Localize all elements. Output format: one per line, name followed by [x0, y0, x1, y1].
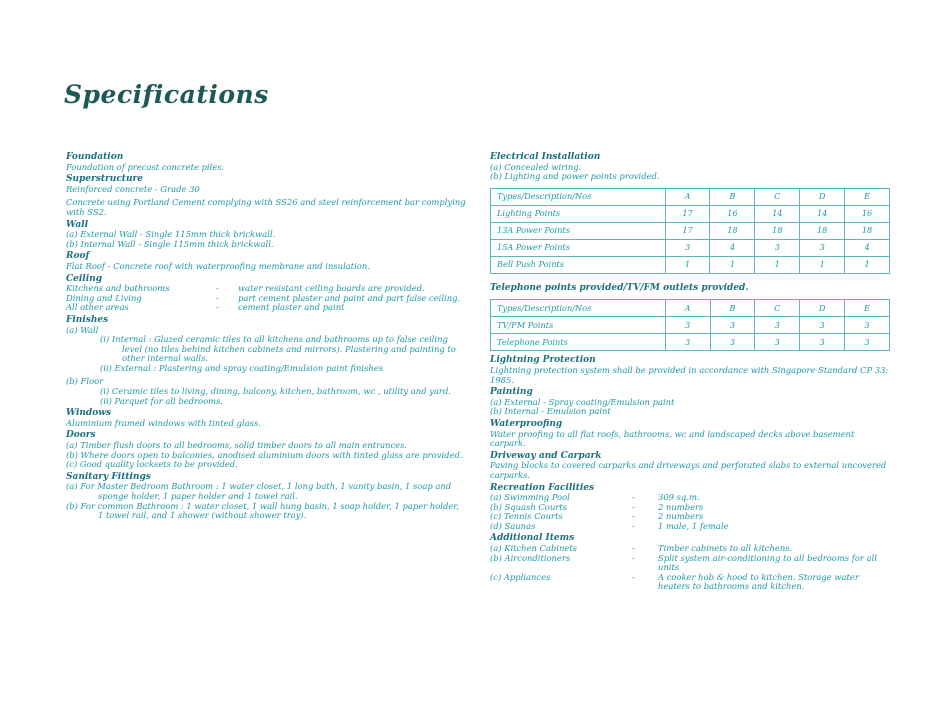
foundation-text: Foundation of precast concrete piles. — [66, 161, 225, 172]
table-header-cell: A — [665, 188, 710, 205]
windows-heading: Windows — [66, 408, 112, 419]
additional-item: (a) Kitchen Cabinets — [490, 543, 578, 554]
additional-row — [490, 573, 890, 592]
recreation-item: (c) Tennis Courts — [490, 511, 563, 522]
table-cell: Lighting Points — [491, 205, 666, 222]
foundation-heading: Foundation — [66, 152, 124, 162]
table-cell: 3 — [755, 317, 800, 334]
left-column — [66, 150, 466, 521]
table-header-cell: D — [800, 300, 845, 317]
table-row — [491, 205, 890, 222]
table-cell: 17 — [665, 205, 710, 222]
table-header-cell: E — [845, 188, 890, 205]
table-cell: 3 — [665, 317, 710, 334]
driveway-heading: Driveway and Carpark — [490, 450, 602, 461]
roof-text: Flat Roof - Concrete roof with waterproofing membrane and insulation. — [66, 260, 370, 271]
table-cell: 15A Power Points — [491, 239, 666, 256]
recreation-desc: 1 male, 1 female — [658, 520, 729, 531]
ceiling-desc: part cement plaster and paint and part false ceiling. — [238, 292, 461, 303]
recreation-dash: - — [632, 511, 635, 522]
painting-item: (a) External - Spray coating/Emulsion paint — [490, 396, 675, 407]
table-header-row — [491, 300, 890, 317]
table-cell: 3 — [800, 334, 845, 351]
table-cell: 3 — [845, 334, 890, 351]
table-cell: 3 — [800, 317, 845, 334]
finishes-wall-item: (i) Internal : Glazed ceramic tiles to all kitchens and bathrooms up to false ceiling level (no tiles behind kitchen cabinets and mirrors). Plastering and painting to other internal walls. — [100, 334, 456, 364]
waterproofing-heading: Waterproofing — [490, 418, 563, 429]
electrical-table — [490, 188, 890, 274]
ceiling-area: All other areas — [66, 302, 129, 313]
finishes-wall-item: (ii) External : Plastering and spray coating/Emulsion paint finishes — [100, 362, 384, 373]
table-header-cell: B — [710, 300, 755, 317]
table-header-cell: C — [755, 300, 800, 317]
superstructure-line1: Reinforced concrete - Grade 30 — [66, 183, 200, 194]
table-cell: 3 — [845, 317, 890, 334]
table-cell: Bell Push Points — [491, 256, 666, 273]
table-cell: 1 — [755, 256, 800, 273]
ceiling-area: Kitchens and bathrooms — [66, 283, 170, 294]
table-row — [491, 317, 890, 334]
additional-desc: A cooker hob & hood to kitchen. Storage water heaters to bathrooms and kitchen. — [658, 571, 859, 592]
table-cell: Telephone Points — [491, 334, 666, 351]
recreation-desc: 2 numbers — [658, 501, 704, 512]
table-header-cell: B — [710, 188, 755, 205]
page-title: Specifications — [64, 80, 269, 109]
doors-heading: Doors — [66, 430, 96, 441]
additional-item: (b) Airconditioners — [490, 552, 571, 563]
table-header-cell: C — [755, 188, 800, 205]
driveway-text: Paving blocks to covered carparks and driveways and perforated slabs to external uncovered carparks. — [490, 460, 887, 480]
electrical-item: (b) Lighting and power points provided. — [490, 171, 660, 182]
additional-desc: Timber cabinets to all kitchens. — [658, 543, 793, 554]
ceiling-dash: - — [216, 292, 219, 303]
additional-desc: Split system air-conditioning to all bedrooms for all units — [658, 552, 877, 573]
table-cell: 1 — [665, 256, 710, 273]
finishes-floor-item: (ii) Parquet for all bedrooms. — [100, 395, 224, 406]
table-cell: 4 — [710, 239, 755, 256]
telephone-table — [490, 299, 890, 351]
sanitary-item: (a) For Master Bedroom Bathroom : 1 water closet, 1 long bath, 1 vanity basin, 1 soap and sponge holder, 1 paper holder and 1 towel rail. — [66, 481, 452, 501]
ceiling-desc: cement plaster and paint — [238, 302, 345, 313]
recreation-row — [490, 522, 890, 532]
doors-item: (b) Where doors open to balconies, anodised aluminium doors with tinted glass are provided. — [66, 449, 463, 460]
wall-heading: Wall — [66, 219, 88, 230]
painting-heading: Painting — [490, 387, 533, 398]
table-header-cell: D — [800, 188, 845, 205]
table-header-cell: Types/Description/Nos — [491, 188, 666, 205]
recreation-desc: 2 numbers — [658, 511, 704, 522]
wall-item: (b) Internal Wall - Single 115mm thick brickwall. — [66, 238, 274, 249]
additional-dash: - — [632, 543, 635, 554]
superstructure-line2: Concrete using Portland Cement complying with SS26 and steel reinforcement bar complying with SS2. — [66, 197, 466, 217]
finishes-floor-label: (b) Floor — [66, 376, 104, 387]
table-cell: 1 — [845, 256, 890, 273]
right-column — [490, 150, 890, 592]
table-row — [491, 239, 890, 256]
ceiling-dash: - — [216, 302, 219, 313]
sanitary-item: (b) For common Bathroom : 1 water closet, 1 wall hung basin, 1 soap holder, 1 paper holder, 1 towel rail, and 1 shower (without shower tray). — [66, 500, 460, 521]
table-cell: 16 — [710, 205, 755, 222]
electrical-item: (a) Concealed wiring. — [490, 161, 582, 172]
roof-heading: Roof — [66, 251, 90, 262]
additional-item: (c) Appliances — [490, 571, 551, 582]
lightning-heading: Lightning Protection — [490, 355, 596, 366]
table-cell: 3 — [665, 239, 710, 256]
wall-item: (a) External Wall - Single 115mm thick brickwall. — [66, 229, 276, 240]
ceiling-desc: water resistant ceiling boards are provided. — [238, 283, 425, 294]
ceiling-dash: - — [216, 283, 219, 294]
doors-item: (a) Timber flush doors to all bedrooms, solid timber doors to all main entrances. — [66, 440, 408, 451]
table-cell: 17 — [665, 222, 710, 239]
ceiling-area: Dining and Living — [66, 292, 142, 303]
table-cell: 3 — [665, 334, 710, 351]
additional-heading: Additional Items — [490, 533, 575, 544]
table-cell: 14 — [800, 205, 845, 222]
table-cell: 18 — [755, 222, 800, 239]
table-cell: 14 — [755, 205, 800, 222]
recreation-item: (a) Swimming Pool — [490, 492, 570, 503]
table-cell: 1 — [800, 256, 845, 273]
additional-row — [490, 554, 890, 573]
table-row — [491, 222, 890, 239]
table-cell: TV/FM Points — [491, 317, 666, 334]
lightning-text: Lightning protection system shall be provided in accordance with Singapore Standard CP 33: 1985. — [490, 364, 889, 385]
table-cell: 3 — [755, 334, 800, 351]
finishes-floor-item: (i) Ceramic tiles to living, dining, balcony, kitchen, bathroom, wc , utility and yard. — [100, 386, 451, 397]
table-header-cell: A — [665, 300, 710, 317]
recreation-dash: - — [632, 520, 635, 531]
table-cell: 4 — [845, 239, 890, 256]
recreation-desc: 309 sq.m. — [658, 492, 700, 503]
table-row — [491, 256, 890, 273]
electrical-heading: Electrical Installation — [490, 152, 601, 162]
superstructure-heading: Superstructure — [66, 174, 143, 185]
windows-text: Aluminium framed windows with tinted glass. — [66, 417, 261, 428]
table-cell: 1 — [710, 256, 755, 273]
recreation-dash: - — [632, 492, 635, 503]
finishes-wall-label: (a) Wall — [66, 324, 99, 335]
table-cell: 18 — [800, 222, 845, 239]
painting-item: (b) Internal - Emulsion paint — [490, 406, 611, 417]
table-cell: 3 — [800, 239, 845, 256]
waterproofing-text: Water proofing to all flat roofs, bathrooms, wc and landscaped decks above basement carpark. — [490, 428, 855, 449]
table-header-cell: Types/Description/Nos — [491, 300, 666, 317]
recreation-item: (d) Saunas — [490, 520, 536, 531]
ceiling-row — [66, 303, 466, 313]
telephone-heading: Telephone points provided/TV/FM outlets provided. — [490, 282, 749, 293]
table-cell: 3 — [710, 317, 755, 334]
additional-dash: - — [632, 571, 635, 582]
doors-item: (c) Good quality locksets to be provided. — [66, 459, 238, 470]
table-cell: 3 — [710, 334, 755, 351]
ceiling-heading: Ceiling — [66, 273, 102, 284]
table-cell: 16 — [845, 205, 890, 222]
table-header-cell: E — [845, 300, 890, 317]
recreation-item: (b) Squash Courts — [490, 501, 567, 512]
finishes-heading: Finishes — [66, 314, 109, 325]
table-cell: 3 — [755, 239, 800, 256]
table-cell: 18 — [710, 222, 755, 239]
sanitary-heading: Sanitary Fittings — [66, 471, 151, 482]
table-row — [491, 334, 890, 351]
table-cell: 18 — [845, 222, 890, 239]
additional-dash: - — [632, 552, 635, 563]
table-header-row — [491, 188, 890, 205]
recreation-dash: - — [632, 501, 635, 512]
recreation-heading: Recreation Facilities — [490, 482, 595, 493]
table-cell: 13A Power Points — [491, 222, 666, 239]
